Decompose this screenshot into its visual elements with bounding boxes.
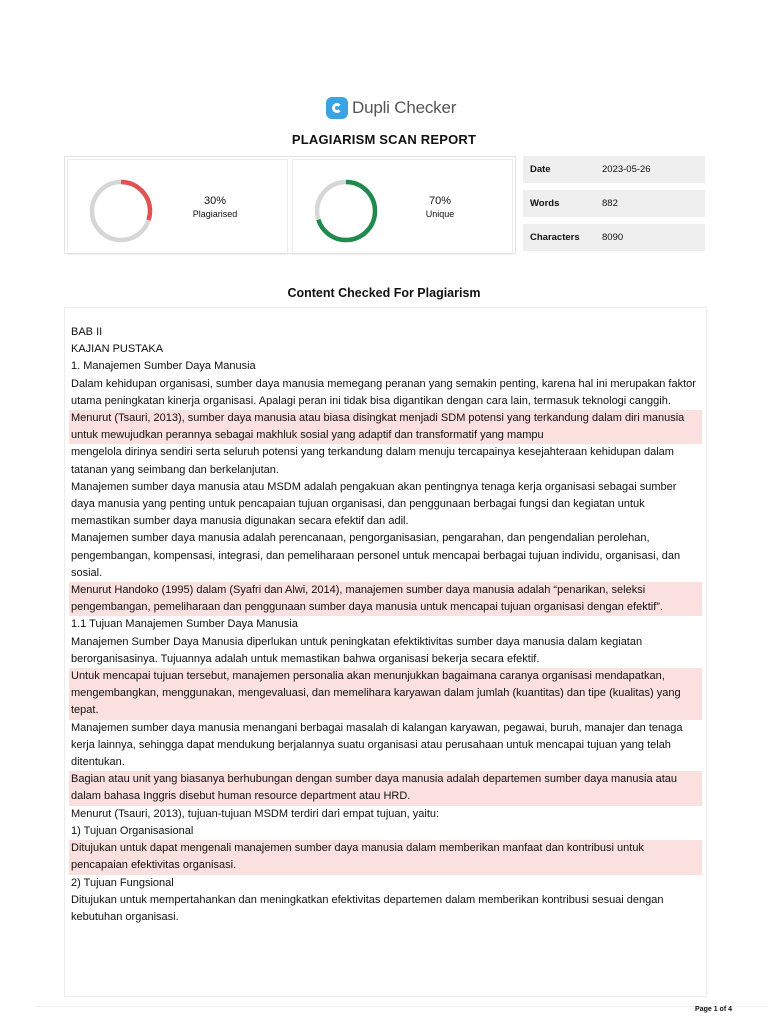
paragraph: Manajemen sumber daya manusia adalah perencanaan, pengorganisasian, pengarahan, dan pengendalian perolehan, pengembangan, kompensasi, integrasi, dan pemeliharaan personel untuk mencapai berbagai tujuan individu, organisasi, dan sosial. [71, 532, 681, 579]
paragraph: 2) Tujuan Fungsional [71, 876, 174, 889]
paragraph: KAJIAN PUSTAKA [71, 343, 164, 356]
dupli-checker-logo [326, 96, 456, 120]
paragraph: Untuk mencapai tujuan tersebut, manajemen personalia akan menunjukkan bagaimana caranya organisasi mendapatkan, mengembangkan, menggunakan, mengevaluasi, dan memelihara karyawan dalam jumlah (kuantitas) dan tipe (kualitas) yang tepat. [69, 668, 702, 720]
page-number: Page 1 of 4 [695, 1006, 732, 1013]
meta-value: 882 [602, 198, 618, 209]
paragraph: Menurut (Tsauri, 2013), sumber daya manusia atau biasa disingkat menjadi SDM potensi yang terkandung dalam diri manusia untuk mewujudkan perannya sebagai makhluk sosial yang adaptif dan transformatif yang mampu [69, 410, 702, 444]
meta-value: 8090 [602, 232, 624, 243]
unique-percent: 70% [428, 195, 452, 207]
meta-table [523, 156, 705, 258]
plagiarised-label: Plagiarised [192, 209, 238, 219]
logo-icon [326, 97, 348, 119]
plagiarised-ring-icon [86, 176, 156, 246]
paragraph: Ditujukan untuk dapat mengenali manajemen sumber daya manusia dalam memberikan manfaat dan kontribusi untuk pencapaian efektivitas organisasi. [69, 840, 702, 874]
paragraph: Menurut (Tsauri, 2013), tujuan-tujuan MSDM terdiri dari empat tujuan, yaitu: [71, 807, 440, 820]
meta-key: Characters [530, 232, 580, 243]
paragraph: Dalam kehidupan organisasi, sumber daya manusia memegang peranan yang semakin penting, karena hal ini merupakan faktor utama peningkatan kinerja organisasi. Apalagi peran ini tidak bisa digantikan dengan cara lain, termasuk teknologi canggih. [71, 377, 696, 407]
paragraph: 1.1 Tujuan Manajemen Sumber Daya Manusia [71, 618, 298, 631]
paragraph: Manajemen Sumber Daya Manusia diperlukan untuk peningkatan efektiktivitas sumber daya manusia dalam kegiatan berorganisasinya. Tujuannya adalah untuk memastikan bahwa organisasi bekerja secara efektif. [71, 635, 643, 665]
content-title: Content Checked For Plagiarism [287, 286, 481, 300]
meta-row-date [523, 156, 705, 183]
meta-row-characters [523, 224, 705, 251]
footer-divider [36, 1006, 768, 1007]
unique-score [292, 159, 513, 255]
unique-label: Unique [425, 209, 455, 219]
paragraph: Menurut Handoko (1995) dalam (Syafri dan Alwi, 2014), manajemen sumber daya manusia adalah “penarikan, seleksi pengembangan, pemeliharaan dan penggunaan sumber daya manusia untuk mencapai tujuan organisasi dengan efektif”. [69, 582, 702, 616]
paragraph: BAB II [71, 326, 103, 338]
report-title: PLAGIARISM SCAN REPORT [291, 132, 477, 147]
paragraph: Ditujukan untuk mempertahankan dan meningkatkan efektivitas departemen dalam memberikan kontribusi sesuai dengan kebutuhan organisasi. [71, 893, 664, 923]
paragraph: 1) Tujuan Organisasional [71, 824, 194, 837]
meta-value: 2023-05-26 [602, 164, 651, 175]
paragraph: Manajemen sumber daya manusia menangani berbagai masalah di kalangan karyawan, pegawai, buruh, manajer dan tenaga kerja lainnya, sehingga dapat mendukung berjalannya suatu organisasi atau perusahaan untuk mencapai tujuan yang telah ditentukan. [71, 721, 683, 769]
score-panel [64, 156, 516, 254]
meta-row-words [523, 190, 705, 217]
meta-key: Words [530, 198, 560, 209]
plagiarised-score [67, 159, 288, 255]
logo-text: Dupli Checker [352, 98, 457, 117]
paragraph: mengelola dirinya sendiri serta seluruh potensi yang terkandung dalam menuju tercapainya kesejahteraan kehidupan dalam tatanan yang seimbang dan berkelanjutan. [71, 446, 674, 476]
unique-ring-icon [311, 176, 381, 246]
paragraph: 1. Manajemen Sumber Daya Manusia [71, 360, 256, 373]
meta-key: Date [530, 164, 551, 175]
checked-content [64, 307, 707, 997]
paragraph: Manajemen sumber daya manusia atau MSDM adalah pengakuan akan pentingnya tenaga kerja organisasi sebagai sumber daya manusia yang penting untuk pencapaian tujuan organisasi, dan penggunaan berbagai fungsi dan kegiatan untuk memastikan sumber daya manusia digunakan secara efektif dan adil. [71, 480, 677, 528]
paragraph: Bagian atau unit yang biasanya berhubungan dengan sumber daya manusia adalah departemen sumber daya manusia atau dalam bahasa Inggris disebut human resource department atau HRD. [69, 771, 702, 805]
plagiarised-percent: 30% [203, 195, 227, 207]
